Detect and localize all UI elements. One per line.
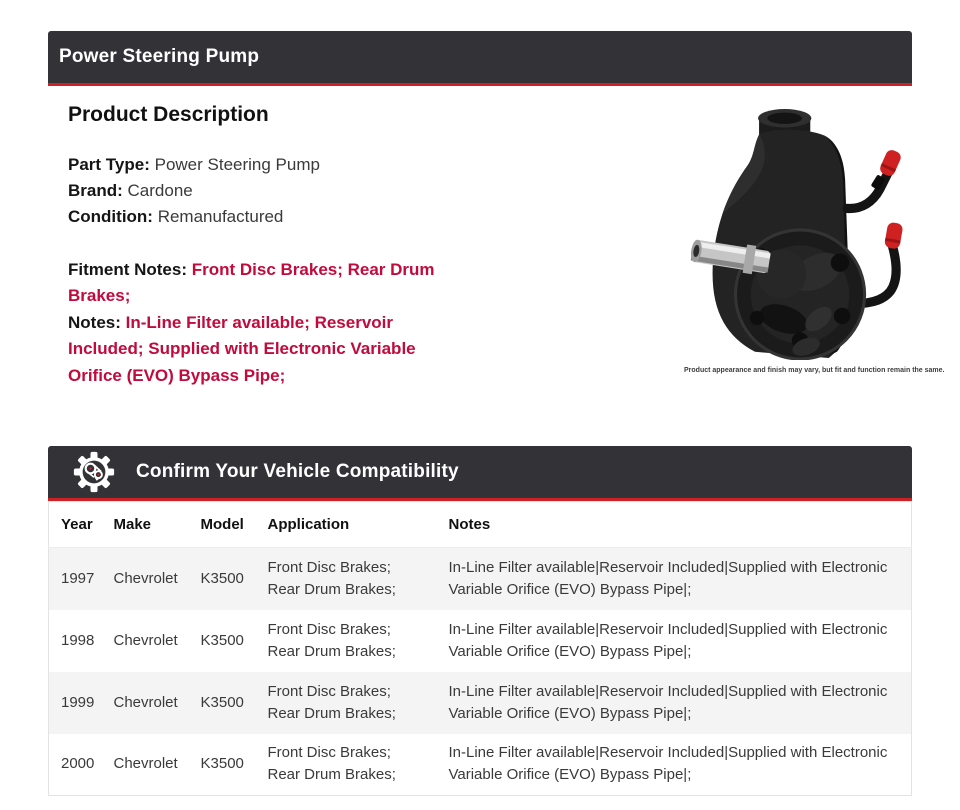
notes-value: In-Line Filter available; Reservoir Included; Supplied with Electronic Variable Orifice (EVO) Bypass Pipe;: [68, 312, 416, 385]
product-image-caption: Product appearance and finish may vary, but fit and function remain the same.: [684, 367, 945, 374]
cell-year: 1999: [61, 693, 95, 711]
cell-notes: In-Line Filter available|Reservoir Included|Supplied with Electronic Variable Orifice (EVO) Bypass Pipe|;: [448, 744, 888, 784]
compatibility-section: [48, 446, 912, 796]
product-description-section: [48, 102, 945, 405]
cell-application: Front Disc Brakes; Rear Drum Brakes;: [267, 682, 396, 722]
cell-notes: In-Line Filter available|Reservoir Included|Supplied with Electronic Variable Orifice (EVO) Bypass Pipe|;: [448, 558, 888, 598]
cell-application: Front Disc Brakes; Rear Drum Brakes;: [267, 558, 396, 598]
column-header-make: Make: [114, 502, 201, 548]
detail-value: Power Steering Pump: [154, 155, 320, 174]
cell-notes: In-Line Filter available|Reservoir Included|Supplied with Electronic Variable Orifice (EVO) Bypass Pipe|;: [448, 682, 888, 722]
cell-notes: In-Line Filter available|Reservoir Included|Supplied with Electronic Variable Orifice (EVO) Bypass Pipe|;: [448, 620, 888, 660]
column-header-year: Year: [49, 502, 114, 548]
product-details: [68, 152, 468, 230]
table-header-row: [49, 502, 912, 548]
detail-line: [68, 152, 468, 178]
detail-line: [68, 178, 468, 204]
detail-label: Part Type:: [68, 155, 150, 174]
product-image: [684, 108, 912, 360]
table-row: [49, 610, 912, 672]
product-title: Power Steering Pump: [59, 46, 260, 67]
fitment-notes-label: Fitment Notes:: [68, 260, 187, 279]
compatibility-heading: Confirm Your Vehicle Compatibility: [136, 461, 459, 482]
fitment-notes-block: [68, 257, 460, 389]
cell-model: K3500: [200, 693, 244, 711]
cell-year: 1998: [61, 631, 95, 649]
cell-year: 2000: [61, 755, 95, 773]
detail-label: Brand:: [68, 181, 123, 200]
cell-make: Chevrolet: [113, 631, 178, 649]
gear-icon: [73, 451, 115, 493]
cell-make: Chevrolet: [113, 755, 178, 773]
detail-value: Cardone: [127, 181, 193, 200]
table-row: [49, 734, 912, 796]
cell-application: Front Disc Brakes; Rear Drum Brakes;: [267, 620, 396, 660]
product-image-figure: [684, 108, 945, 375]
description-heading: Product Description: [68, 103, 269, 126]
cell-make: Chevrolet: [113, 569, 178, 587]
cell-application: Front Disc Brakes; Rear Drum Brakes;: [267, 744, 396, 784]
cell-model: K3500: [200, 755, 244, 773]
column-header-application: Application: [268, 502, 449, 548]
cell-model: K3500: [200, 631, 244, 649]
compatibility-header-bar: [48, 446, 912, 501]
detail-value: Remanufactured: [157, 207, 284, 226]
table-row: [49, 672, 912, 734]
detail-line: [68, 204, 468, 230]
notes-label: Notes:: [68, 312, 121, 332]
detail-label: Condition:: [68, 207, 153, 226]
compatibility-table: [48, 501, 912, 796]
column-header-model: Model: [201, 502, 268, 548]
product-title-bar: [48, 31, 912, 86]
table-row: [49, 548, 912, 610]
cell-make: Chevrolet: [113, 693, 178, 711]
cell-year: 1997: [61, 569, 95, 587]
fitment-notes-value: Front Disc Brakes; Rear Drum Brakes;: [68, 260, 435, 306]
column-header-notes: Notes: [449, 502, 912, 548]
cell-model: K3500: [200, 569, 244, 587]
